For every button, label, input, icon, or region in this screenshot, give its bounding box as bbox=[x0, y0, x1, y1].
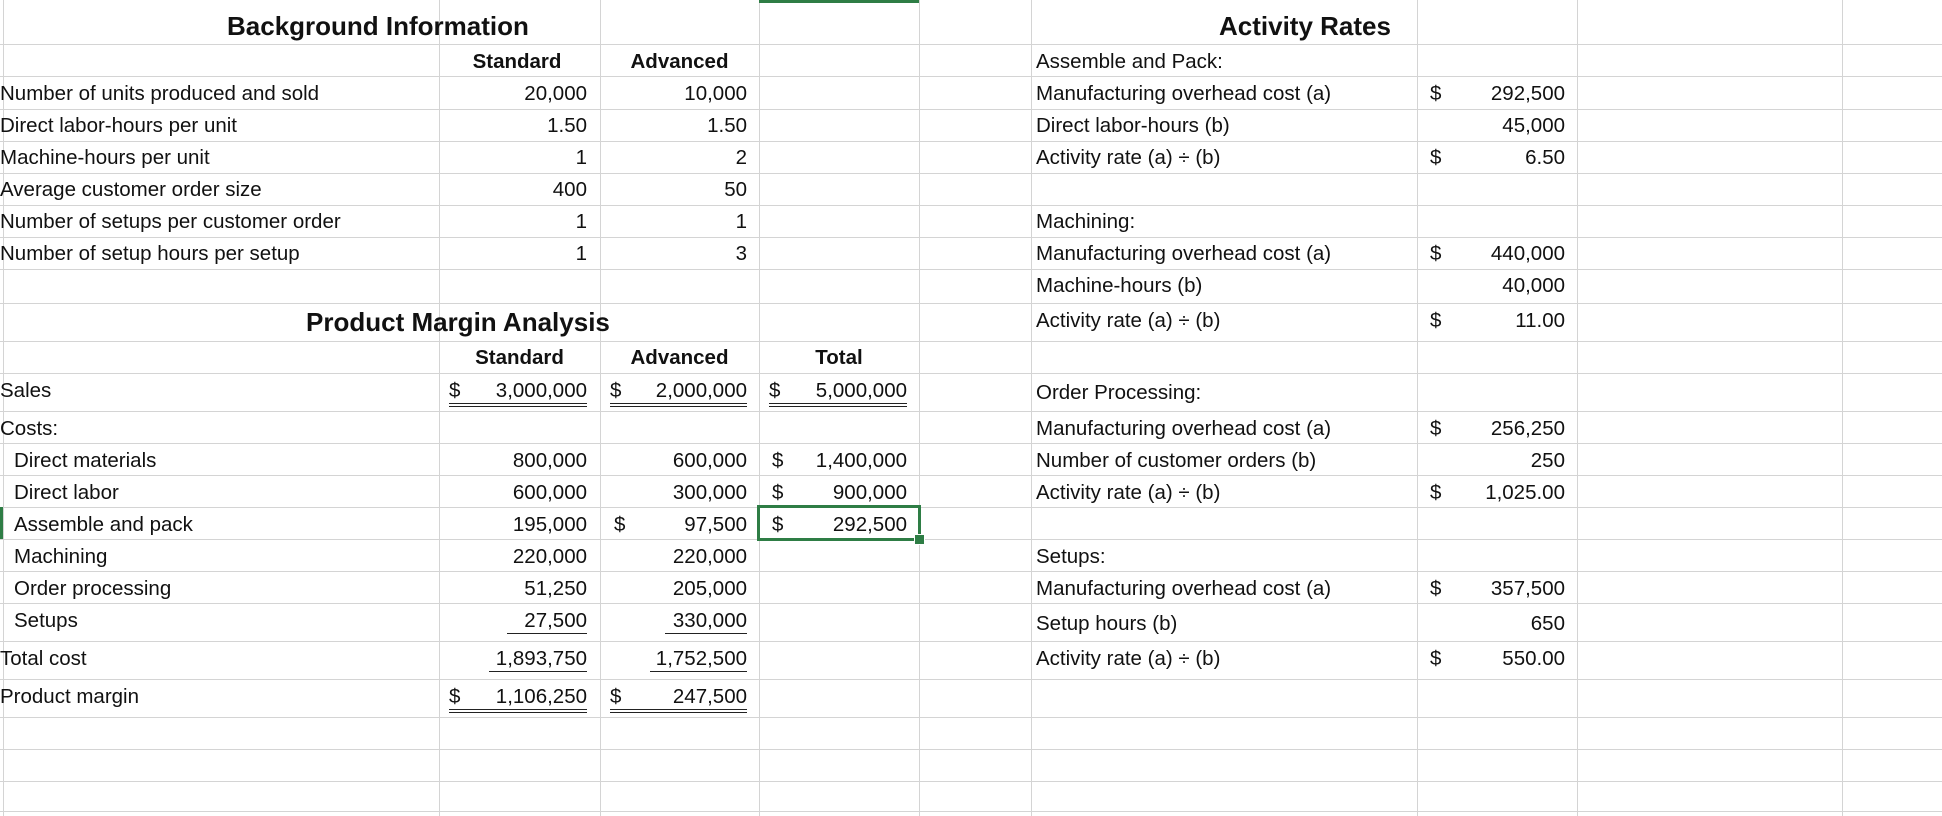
cost-standard-0: 800,000 bbox=[512, 449, 587, 472]
cost-advanced-5: 330,000 bbox=[665, 609, 747, 634]
activity-0-line-1-label: Direct labor-hours (b) bbox=[1036, 114, 1230, 137]
cost-label-3: Machining bbox=[14, 545, 108, 568]
activity-3-line-0-dollar: $ bbox=[1430, 577, 1442, 600]
pm-advanced-dollar: $ bbox=[610, 685, 622, 708]
fill-handle[interactable] bbox=[914, 534, 925, 545]
cost-advanced-4: 205,000 bbox=[672, 577, 747, 600]
activity-0-line-2-label: Activity rate (a) ÷ (b) bbox=[1036, 146, 1221, 169]
cost-advanced-3: 220,000 bbox=[672, 545, 747, 568]
bg-label-5: Number of setup hours per setup bbox=[0, 242, 300, 265]
sales-total-dollar: $ bbox=[769, 379, 781, 402]
cost-label-2: Assemble and pack bbox=[14, 513, 193, 536]
bg-standard-1: 1.50 bbox=[547, 114, 587, 137]
cost-standard-4: 51,250 bbox=[524, 577, 587, 600]
sales-advanced: 2,000,000 bbox=[655, 379, 747, 402]
activity-1-line-0-value: 440,000 bbox=[1490, 242, 1565, 265]
cost-total-0-dollar: $ bbox=[772, 449, 784, 472]
activity-2-line-0-value: 256,250 bbox=[1490, 417, 1565, 440]
activity-0-line-1-value: 45,000 bbox=[1502, 114, 1565, 137]
cost-standard-5: 27,500 bbox=[507, 609, 587, 634]
product-margin-label: Product margin bbox=[0, 685, 140, 708]
activity-group-0-header: Assemble and Pack: bbox=[1036, 50, 1223, 73]
bg-advanced-1: 1.50 bbox=[707, 114, 747, 137]
total-cost-standard: 1,893,750 bbox=[489, 647, 587, 672]
background-title: Background Information bbox=[227, 11, 529, 41]
activity-0-line-2-value: 6.50 bbox=[1525, 146, 1565, 169]
margin-col-advanced: Advanced bbox=[630, 346, 729, 369]
activity-3-line-1-label: Setup hours (b) bbox=[1036, 612, 1178, 635]
cost-standard-3: 220,000 bbox=[512, 545, 587, 568]
cost-total-1-dollar: $ bbox=[772, 481, 784, 504]
cost-total-1: 900,000 bbox=[827, 481, 907, 506]
total-cost-advanced: 1,752,500 bbox=[650, 647, 747, 672]
cost-advanced-2: 97,500 bbox=[684, 513, 747, 536]
product-margin-advanced-cell bbox=[610, 685, 747, 713]
activity-0-line-0-label: Manufacturing overhead cost (a) bbox=[1036, 82, 1332, 105]
activity-0-line-2-dollar: $ bbox=[1430, 146, 1442, 169]
product-margin-standard: 1,106,250 bbox=[495, 685, 587, 708]
cost-label-1: Direct labor bbox=[14, 481, 119, 504]
bg-advanced-5: 3 bbox=[735, 242, 747, 265]
cost-advanced-1: 300,000 bbox=[672, 481, 747, 504]
activity-1-line-1-value: 40,000 bbox=[1502, 274, 1565, 297]
activity-title: Activity Rates bbox=[1219, 11, 1391, 41]
activity-2-line-2-value: 1,025.00 bbox=[1485, 481, 1565, 504]
activity-2-line-1-label: Number of customer orders (b) bbox=[1036, 449, 1317, 472]
activity-1-line-2-label: Activity rate (a) ÷ (b) bbox=[1036, 309, 1221, 332]
bg-advanced-2: 2 bbox=[735, 146, 747, 169]
activity-3-line-1-value: 650 bbox=[1530, 612, 1565, 635]
bg-label-2: Machine-hours per unit bbox=[0, 146, 210, 169]
cost-label-5: Setups bbox=[14, 609, 78, 632]
cost-label-4: Order processing bbox=[14, 577, 172, 600]
activity-0-line-0-dollar: $ bbox=[1430, 82, 1442, 105]
activity-1-line-2-dollar: $ bbox=[1430, 309, 1442, 332]
activity-group-3-header: Setups: bbox=[1036, 545, 1106, 568]
background-col-advanced: Advanced bbox=[630, 50, 729, 73]
activity-3-line-2-dollar: $ bbox=[1430, 647, 1442, 670]
bg-standard-5: 1 bbox=[575, 242, 587, 265]
cost-total-2: 292,500 bbox=[832, 513, 907, 536]
bg-standard-0: 20,000 bbox=[524, 82, 587, 105]
bg-label-1: Direct labor-hours per unit bbox=[0, 114, 237, 137]
product-margin-advanced: 247,500 bbox=[672, 685, 747, 708]
activity-0-line-0-value: 292,500 bbox=[1490, 82, 1565, 105]
cost-advanced-2-dollar: $ bbox=[614, 513, 626, 536]
sales-standard: 3,000,000 bbox=[495, 379, 587, 402]
sales-advanced-dollar: $ bbox=[610, 379, 622, 402]
activity-3-line-0-value: 357,500 bbox=[1490, 577, 1565, 600]
activity-1-line-1-label: Machine-hours (b) bbox=[1036, 274, 1203, 297]
bg-label-4: Number of setups per customer order bbox=[0, 210, 341, 233]
activity-2-line-2-dollar: $ bbox=[1430, 481, 1442, 504]
sales-label: Sales bbox=[0, 379, 52, 402]
activity-3-line-0-label: Manufacturing overhead cost (a) bbox=[1036, 577, 1332, 600]
margin-col-total: Total bbox=[815, 346, 863, 369]
bg-advanced-4: 1 bbox=[735, 210, 747, 233]
cost-total-2-dollar: $ bbox=[772, 513, 784, 536]
sales-total-cell bbox=[769, 379, 907, 407]
product-margin-standard-cell bbox=[449, 685, 587, 713]
activity-2-line-0-dollar: $ bbox=[1430, 417, 1442, 440]
sales-total: 5,000,000 bbox=[815, 379, 907, 402]
margin-col-standard: Standard bbox=[475, 346, 564, 369]
cost-standard-2: 195,000 bbox=[512, 513, 587, 536]
activity-3-line-2-label: Activity rate (a) ÷ (b) bbox=[1036, 647, 1221, 670]
bg-label-0: Number of units produced and sold bbox=[0, 82, 320, 105]
sales-advanced-cell bbox=[610, 379, 747, 407]
activity-3-line-2-value: 550.00 bbox=[1502, 647, 1565, 670]
cost-standard-1: 600,000 bbox=[512, 481, 587, 504]
activity-group-2-header: Order Processing: bbox=[1036, 381, 1202, 404]
total-cost-label: Total cost bbox=[0, 647, 87, 670]
activity-1-line-0-dollar: $ bbox=[1430, 242, 1442, 265]
bg-standard-4: 1 bbox=[575, 210, 587, 233]
activity-2-line-2-label: Activity rate (a) ÷ (b) bbox=[1036, 481, 1221, 504]
bg-advanced-3: 50 bbox=[724, 178, 747, 201]
bg-label-3: Average customer order size bbox=[0, 178, 262, 201]
pm-standard-dollar: $ bbox=[449, 685, 461, 708]
sales-standard-cell bbox=[449, 379, 587, 407]
activity-1-line-0-label: Manufacturing overhead cost (a) bbox=[1036, 242, 1332, 265]
bg-standard-2: 1 bbox=[575, 146, 587, 169]
bg-advanced-0: 10,000 bbox=[684, 82, 747, 105]
activity-group-1-header: Machining: bbox=[1036, 210, 1136, 233]
activity-2-line-0-label: Manufacturing overhead cost (a) bbox=[1036, 417, 1332, 440]
activity-2-line-1-value: 250 bbox=[1530, 449, 1565, 472]
bg-standard-3: 400 bbox=[552, 178, 587, 201]
background-col-standard: Standard bbox=[472, 50, 562, 73]
cost-total-0: 1,400,000 bbox=[815, 449, 907, 472]
margin-title: Product Margin Analysis bbox=[306, 307, 610, 337]
cost-advanced-0: 600,000 bbox=[672, 449, 747, 472]
active-cell-selection[interactable] bbox=[757, 505, 921, 541]
sales-standard-dollar: $ bbox=[449, 379, 461, 402]
cost-label-0: Direct materials bbox=[14, 449, 157, 472]
costs-label: Costs: bbox=[0, 417, 59, 440]
activity-1-line-2-value: 11.00 bbox=[1515, 309, 1565, 332]
